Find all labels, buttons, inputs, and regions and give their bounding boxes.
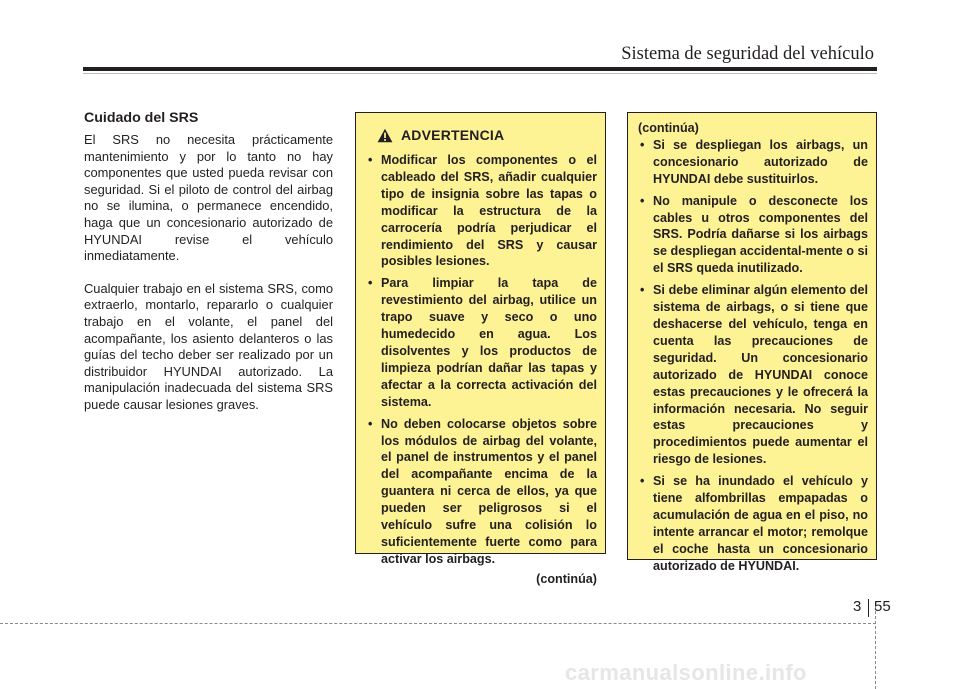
warning-header — [366, 123, 597, 147]
continued-list — [638, 137, 868, 575]
left-column — [84, 110, 333, 430]
warning-title: ADVERTENCIA — [401, 127, 505, 143]
body-paragraph: El SRS no necesita prácticamente mantenimiento y por lo tanto no hay componentes que usted pueda revisar con seguridad. Si el piloto de control del airbag no se ilumina, o permanece encendido, haga que un concesionario autorizado de HYUNDAI revise el vehículo inmediatamente. — [84, 132, 333, 264]
section-title: Cuidado del SRS — [84, 110, 199, 126]
page-number-divider — [868, 599, 869, 617]
page-number: 55 — [874, 598, 891, 615]
continues-label: (continúa) — [536, 571, 597, 586]
chapter-number: 3 — [853, 598, 862, 615]
warning-item: • No manipule o desconecte los cables u otros componentes del SRS. Podría dañarse si los airbags se despliegan accidental-mente o si el SRS queda inutilizado. — [638, 193, 868, 278]
header-rule — [83, 67, 877, 71]
warning-item: • Si debe eliminar algún elemento del sistema de airbags, o si tiene que deshacerse del vehículo, tenga en cuenta las precauciones de seguridad. Un concesionario autorizado de HYUNDAI conoce estas precauciones y le ofrecerá la información necesaria. No seguir estas precauciones y procedimientos puede aumentar el riesgo de lesiones. — [638, 282, 868, 468]
body-paragraph: Cualquier trabajo en el sistema SRS, como extraerlo, montarlo, repararlo o cualquier trabajo en el volante, el panel del acompañante, los asiento delanteros o las guías del techo deber ser realizado por un distribuidor HYUNDAI autorizado. La manipulación inadecuada del sistema SRS puede causar lesiones graves. — [84, 280, 333, 412]
warning-item: • Si se despliegan los airbags, un concesionario autorizado de HYUNDAI debe sustituirlos. — [638, 137, 868, 188]
warning-item: • Para limpiar la tapa de revestimiento del airbag, utilice un trapo suave y seco o uno humedecido en agua. Los disolventes y los productos de limpieza podrían dañar las tapas y afectar a la correcta activación del sistema. — [366, 275, 597, 410]
warning-item: • Si se ha inundado el vehículo y tiene alfombrillas empapadas o acumulación de agua en el piso, no intente arrancar el motor; remolque el coche hasta un concesionario autorizado de HYUNDAI. — [638, 473, 868, 574]
footer-rule — [0, 623, 876, 624]
continued-warning-box — [627, 112, 877, 573]
watermark: carmanualsonline.info — [565, 660, 807, 685]
header-rule-shadow — [83, 73, 877, 74]
warning-item: • No deben colocarse objetos sobre los módulos de airbag del volante, el panel de instrumentos y el panel del acompañante encima de la guantera ni cerca de ellos, ya que pueden ser peligrosos si el vehículo sufre una colisión lo suficientemente fuerte como para activar los airbags. — [366, 416, 597, 568]
warning-triangle-icon — [377, 128, 393, 143]
warning-list — [366, 152, 597, 568]
page-header-title: Sistema de seguridad del vehículo — [621, 44, 874, 64]
warning-item: • Modificar los componentes o el cableado del SRS, añadir cualquier tipo de insignia sobre las tapas o modificar la estructura de la carrocería podría perjudicar el rendimiento del SRS y causar posibles lesiones. — [366, 152, 597, 270]
continued-label: (continúa) — [638, 121, 699, 135]
warning-box — [355, 112, 606, 586]
